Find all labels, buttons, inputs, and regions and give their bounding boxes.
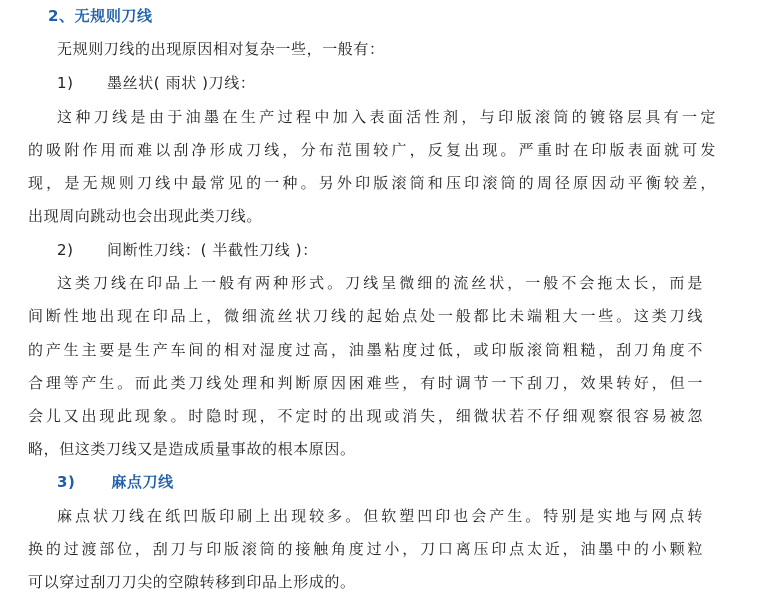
item-2-paragraph-line-2: 间断性地出现在印品上，微细流丝状刀线的起始点处一般都比未端粗大一些。这类刀线 <box>28 307 703 325</box>
section-intro: 无规则刀线的出现原因相对复杂一些，一般有： <box>57 40 385 58</box>
item-3-title: 麻点刀线 <box>111 473 174 491</box>
item-2-paragraph-line-6: 略，但这类刀线又是造成质量事故的根本原因。 <box>28 440 356 458</box>
item-3-paragraph-line-2: 换的过渡部位，刮刀与印版滚筒的接触角度过小，刀口离压印点太近，油墨中的小颗粒 <box>28 540 703 558</box>
item-1-heading <box>57 73 255 93</box>
item-3-paragraph-line-1: 麻点状刀线在纸凹版印刷上出现较多。但软塑凹印也会产生。特别是实地与网点转 <box>57 507 703 525</box>
item-2-paragraph-line-4: 合理等产生。而此类刀线处理和判断原因困难些，有时调节一下刮刀，效果转好，但一 <box>28 374 703 392</box>
item-2-heading <box>57 240 318 260</box>
item-1-paragraph-line-3: 现，是无规则刀线中最常见的一种。另外印版滚筒和压印滚筒的周径原因动平衡较差， <box>28 174 716 192</box>
section-heading: 2、无规则刀线 <box>48 7 153 25</box>
item-2-paragraph-line-5: 会儿又出现此现象。时隐时现，不定时的出现或消失，细微状若不仔细观察很容易被忽 <box>28 407 703 425</box>
item-3-number: 3) <box>57 473 76 491</box>
item-2-number: 2) <box>57 241 74 259</box>
item-1-title: 墨丝状( 雨状 )刀线： <box>106 74 256 92</box>
item-3-heading <box>57 472 174 492</box>
item-2-paragraph-line-1: 这类刀线在印品上一般有两种形式。刀线呈微细的流丝状，一般不会拖太长，而是 <box>57 274 703 292</box>
item-3-paragraph-line-3: 可以穿过刮刀刀尖的空隙转移到印品上形成的。 <box>28 573 356 591</box>
item-1-paragraph-line-4: 出现周向跳动也会出现此类刀线。 <box>28 207 263 225</box>
item-1-number: 1) <box>57 74 74 92</box>
item-1-paragraph-line-1: 这种刀线是由于油墨在生产过程中加入表面活性剂，与印版滚筒的镀铬层具有一定 <box>57 108 716 126</box>
item-2-paragraph-line-3: 的产生主要是生产车间的相对湿度过高，油墨粘度过低，或印版滚筒粗糙，刮刀角度不 <box>28 341 703 359</box>
item-2-title: 间断性刀线：( 半截性刀线 )： <box>106 241 318 259</box>
item-1-paragraph-line-2: 的吸附作用而难以刮净形成刀线，分布范围较广，反复出现。严重时在印版表面就可发 <box>28 141 716 159</box>
